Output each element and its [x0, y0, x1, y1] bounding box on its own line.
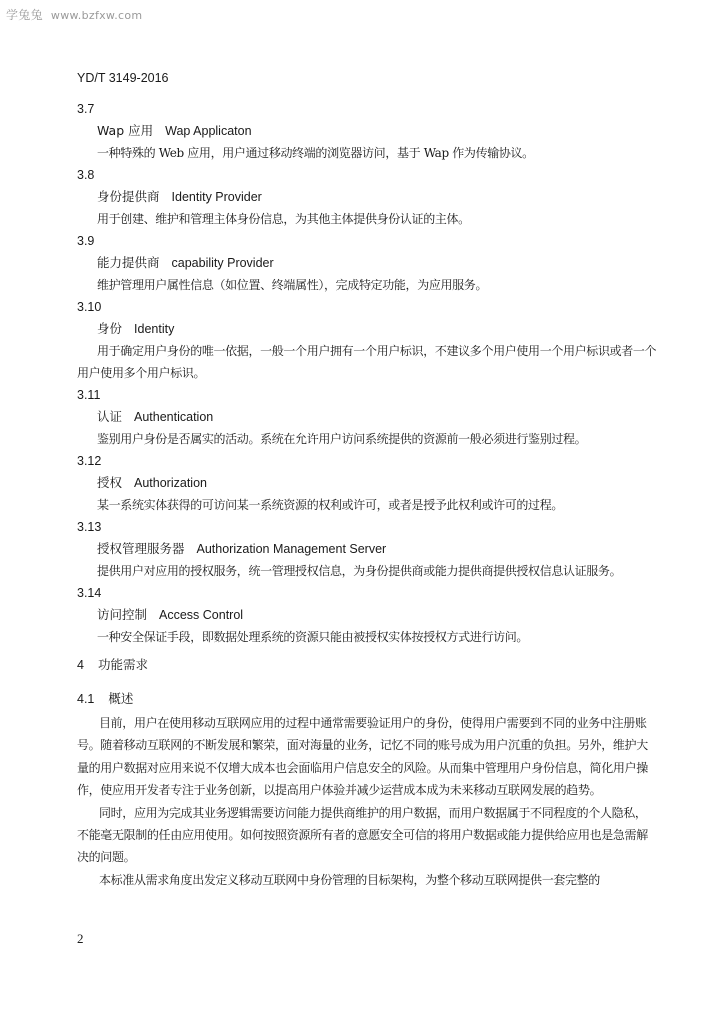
- term-entry: [77, 384, 657, 450]
- term-entry: [77, 230, 657, 296]
- term-entry: [77, 582, 657, 648]
- term-number: 3.11: [77, 388, 101, 402]
- term-en: Identity Provider: [171, 190, 262, 204]
- subsection-number: 4.1: [77, 692, 95, 706]
- body-paragraph: 本标准从需求角度出发定义移动互联网中身份管理的目标架构，为整个移动互联网提供一套完整的: [99, 872, 600, 887]
- term-definition: 用于创建、维护和管理主体身份信息，为其他主体提供身份认证的主体。: [97, 212, 470, 226]
- watermark-site: 学兔兔: [6, 8, 43, 22]
- term-definition: 一种特殊的 Web 应用，用户通过移动终端的浏览器访问，基于 Wap 作为传输协议。: [97, 146, 534, 160]
- term-definition: 用于确定用户身份的唯一依据，一般一个用户拥有一个用户标识，不建议多个用户使用一个用户标识或者一个用户使用多个用户标识。: [77, 344, 657, 380]
- body-paragraph: 同时，应用为完成其业务逻辑需要访问能力提供商维护的用户数据，而用户数据属于不同程度的个人隐私，不能毫无限制的任由应用使用。如何按照资源所有者的意愿安全可信的将用户数据或能力提供给应用也是急需解决的问题。: [77, 805, 648, 865]
- term-en: capability Provider: [171, 256, 274, 270]
- term-number: 3.10: [77, 300, 102, 314]
- term-title: [77, 252, 657, 274]
- term-en: Wap Applicaton: [165, 124, 252, 138]
- term-title: [77, 186, 657, 208]
- section-number: 4: [77, 658, 84, 672]
- term-definition: 一种安全保证手段，即数据处理系统的资源只能由被授权实体按授权方式进行访问。: [97, 630, 529, 644]
- term-definition: 鉴别用户身份是否属实的活动。系统在允许用户访问系统提供的资源前一般必须进行鉴别过程。: [97, 432, 587, 446]
- standard-number: YD/T 3149-2016: [77, 71, 169, 85]
- body-paragraph: 目前，用户在使用移动互联网应用的过程中通常需要验证用户的身份，使得用户需要到不同的业务中注册账号。随着移动互联网的不断发展和繁荣，面对海量的业务，记忆不同的账号成为用户沉重的负担。另外，维护大量的用户数据对应用来说不仅增大成本也会面临用户信息安全的风险。从而集中管理用户身份信息，简化用户操作，使应用开发者专注于业务创新，以提高用户体验并减少运营成本成为未来移动互联网发展的趋势。: [77, 716, 648, 798]
- watermark-url: www.bzfxw.com: [50, 9, 143, 22]
- term-definition: 维护管理用户属性信息（如位置、终端属性），完成特定功能，为应用服务。: [97, 278, 488, 292]
- term-en: Access Control: [159, 608, 244, 622]
- section-heading: [77, 654, 657, 676]
- term-number: 3.7: [77, 102, 95, 116]
- term-zh: 身份: [97, 321, 123, 336]
- term-entry: [77, 450, 657, 516]
- term-zh: 身份提供商: [97, 189, 160, 204]
- term-zh: 授权管理服务器: [97, 541, 185, 556]
- term-zh: Wap 应用: [97, 123, 154, 138]
- term-number: 3.13: [77, 520, 102, 534]
- term-title: [77, 406, 657, 428]
- term-title: [77, 604, 657, 626]
- term-title: [77, 120, 657, 142]
- term-zh: 访问控制: [97, 607, 148, 622]
- term-title: [77, 472, 657, 494]
- term-zh: 能力提供商: [97, 255, 160, 270]
- document-body: [77, 98, 657, 891]
- term-en: Authentication: [134, 410, 214, 424]
- term-en: Authorization: [134, 476, 207, 490]
- term-title: [77, 538, 657, 560]
- term-entry: [77, 296, 657, 384]
- term-definition: 某一系统实体获得的可访问某一系统资源的权利或许可，或者是授予此权利或许可的过程。: [97, 498, 564, 512]
- subsection-title: 概述: [108, 691, 134, 706]
- page-number: 2: [77, 931, 84, 946]
- term-en: Authorization Management Server: [196, 542, 387, 556]
- term-entry: [77, 98, 657, 164]
- watermark: [6, 6, 142, 23]
- subsection-heading: [77, 688, 657, 710]
- section-title: 功能需求: [97, 657, 148, 672]
- term-entry: [77, 164, 657, 230]
- term-definition: 提供用户对应用的授权服务，统一管理授权信息，为身份提供商或能力提供商提供授权信息认证服务。: [97, 564, 622, 578]
- term-zh: 认证: [97, 409, 123, 424]
- term-number: 3.12: [77, 454, 102, 468]
- term-number: 3.14: [77, 586, 102, 600]
- term-zh: 授权: [97, 475, 123, 490]
- term-number: 3.9: [77, 234, 95, 248]
- term-number: 3.8: [77, 168, 95, 182]
- term-title: [77, 318, 657, 340]
- term-en: Identity: [134, 322, 175, 336]
- term-entry: [77, 516, 657, 582]
